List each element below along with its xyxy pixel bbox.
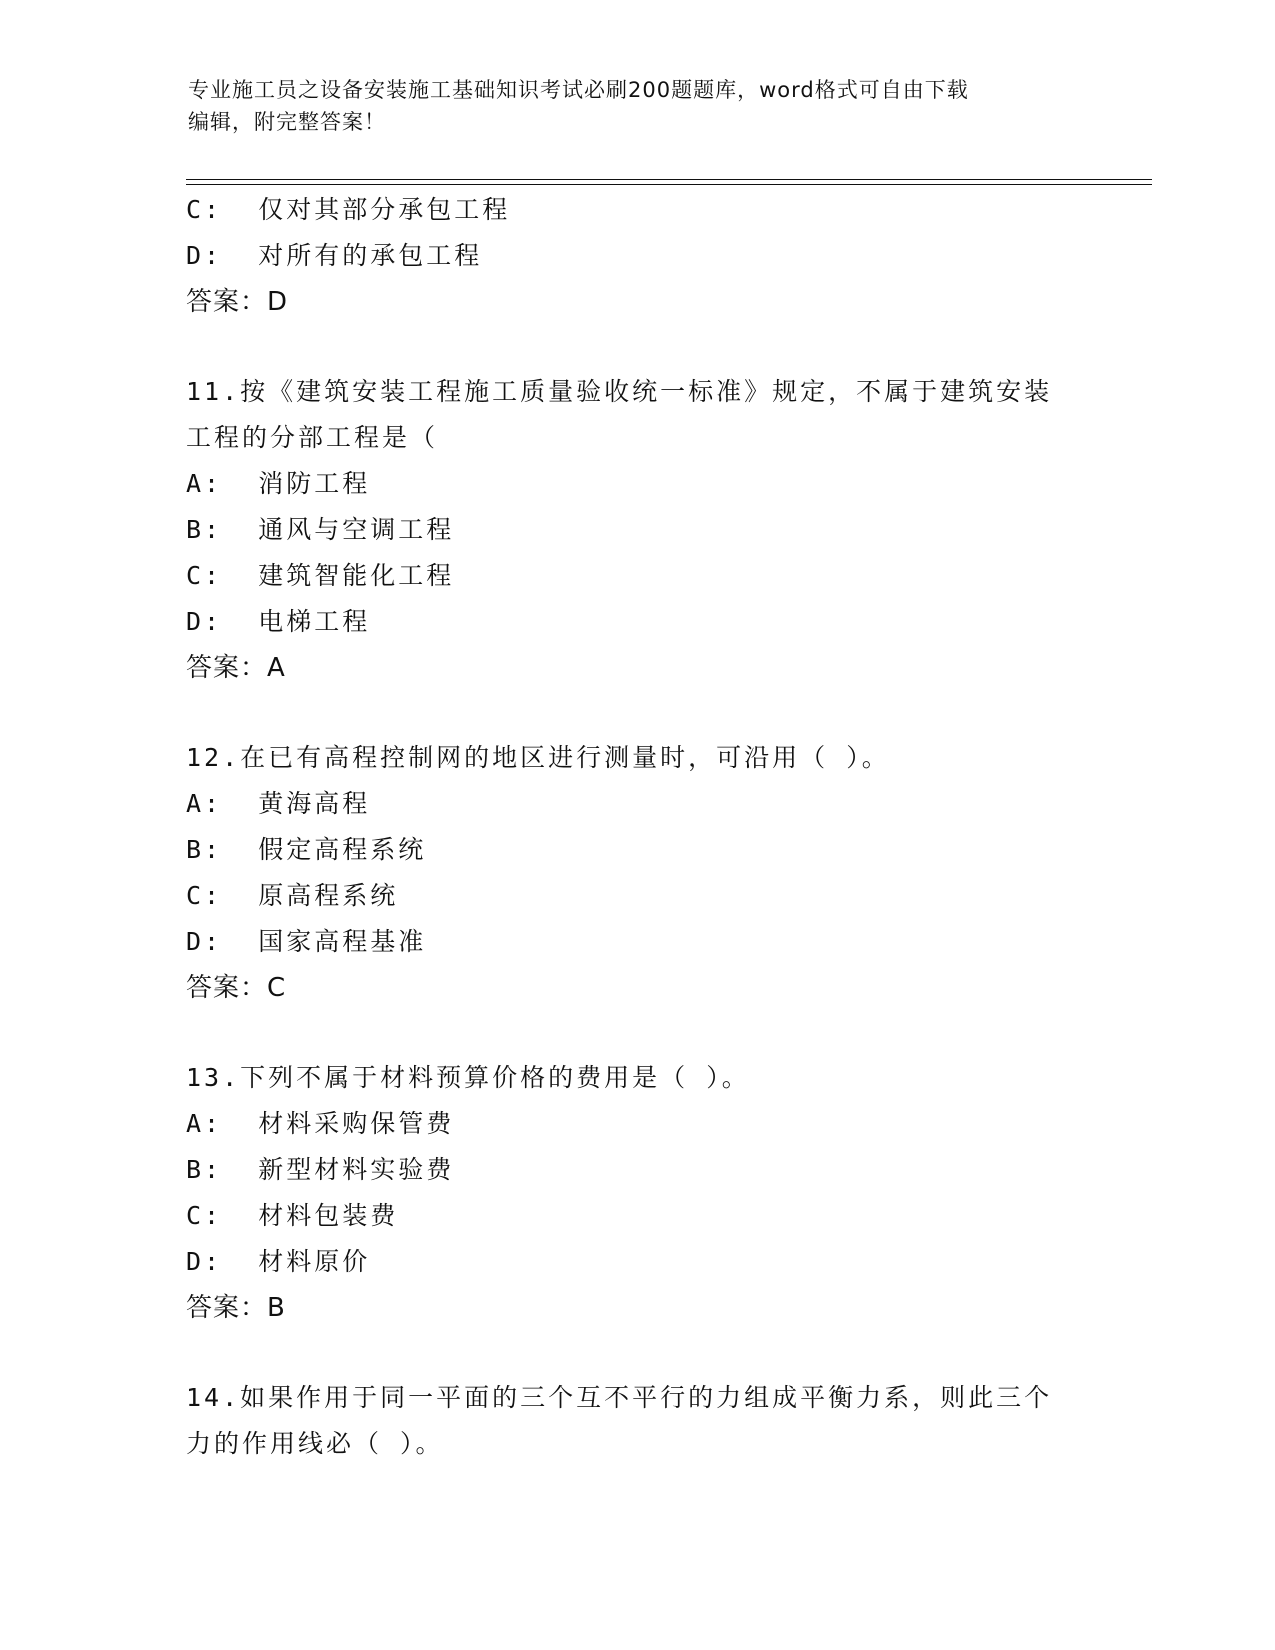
spacer	[186, 1331, 1116, 1375]
option-d: D: 对所有的承包工程	[186, 241, 483, 270]
question-block-11	[186, 369, 1116, 691]
answer-line: 答案：D	[186, 287, 289, 317]
option-c: C: 仅对其部分承包工程	[186, 195, 511, 224]
spacer	[186, 325, 1116, 369]
question-title-cont: 工程的分部工程是（	[186, 423, 439, 452]
option-d: D: 材料原价	[186, 1247, 371, 1276]
answer-line: 答案：B	[186, 1293, 286, 1323]
option-b: B: 通风与空调工程	[186, 515, 455, 544]
option-b: B: 新型材料实验费	[186, 1155, 455, 1184]
question-title-cont: 力的作用线必（ ）。	[186, 1429, 444, 1458]
header-divider-top	[186, 179, 1152, 180]
option-a: A: 黄海高程	[186, 789, 371, 818]
question-block-12	[186, 735, 1116, 1011]
option-c: C: 原高程系统	[186, 881, 399, 910]
spacer	[186, 691, 1116, 735]
answer-line: 答案：A	[186, 653, 286, 683]
option-c: C: 材料包装费	[186, 1201, 399, 1230]
option-a: A: 消防工程	[186, 469, 371, 498]
header-divider-bottom	[186, 184, 1152, 185]
answer-line: 答案：C	[186, 973, 287, 1003]
question-block-10-tail	[186, 187, 1116, 325]
question-title: 13.下列不属于材料预算价格的费用是（ ）。	[186, 1063, 750, 1092]
option-b: B: 假定高程系统	[186, 835, 427, 864]
document-header	[188, 74, 1108, 138]
option-a: A: 材料采购保管费	[186, 1109, 455, 1138]
question-title: 12.在已有高程控制网的地区进行测量时，可沿用（ ）。	[186, 743, 890, 772]
question-block-13	[186, 1055, 1116, 1331]
question-title: 14.如果作用于同一平面的三个互不平行的力组成平衡力系，则此三个	[186, 1383, 1053, 1412]
question-block-14	[186, 1375, 1116, 1467]
option-d: D: 电梯工程	[186, 607, 371, 636]
question-title: 11.按《建筑安装工程施工质量验收统一标准》规定，不属于建筑安装	[186, 377, 1053, 406]
spacer	[186, 1011, 1116, 1055]
header-line-1: 专业施工员之设备安装施工基础知识考试必刷200题题库，word格式可自由下载	[188, 78, 969, 102]
option-c: C: 建筑智能化工程	[186, 561, 455, 590]
question-list	[186, 187, 1116, 1467]
option-d: D: 国家高程基准	[186, 927, 427, 956]
header-line-2: 编辑，附完整答案！	[188, 110, 386, 134]
